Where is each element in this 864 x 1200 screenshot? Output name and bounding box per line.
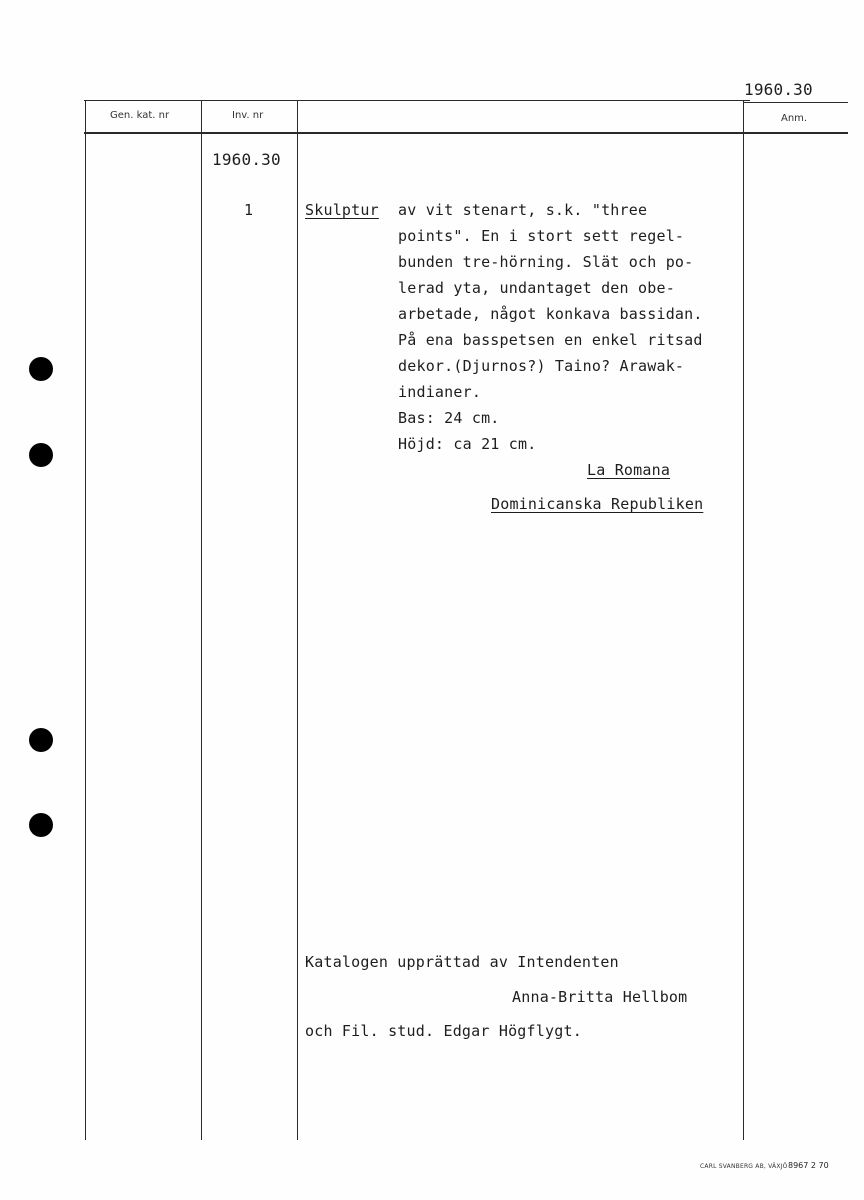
punch-hole xyxy=(29,357,53,381)
header-anm: Anm. xyxy=(781,113,808,124)
description-line: points". En i stort sett regel- xyxy=(398,227,685,245)
header-top-rule-anm xyxy=(744,102,848,103)
country: Dominicanska Republiken xyxy=(491,495,704,513)
punch-hole xyxy=(29,813,53,837)
item-title: Skulptur xyxy=(305,201,379,219)
punch-hole xyxy=(29,728,53,752)
header-bottom-rule xyxy=(84,132,848,134)
column-rule-desc xyxy=(297,100,298,1140)
column-rule-left xyxy=(85,100,86,1140)
measurement-base: Bas: 24 cm. xyxy=(398,409,500,427)
measurement-height: Höjd: ca 21 cm. xyxy=(398,435,537,453)
column-rule-inv xyxy=(201,100,202,1140)
page-number: 1960.30 xyxy=(744,80,813,99)
description-line: lerad yta, undantaget den obe- xyxy=(398,279,675,297)
header-inv-nr: Inv. nr xyxy=(232,110,264,121)
item-number: 1 xyxy=(244,201,254,219)
description-line: dekor.(Djurnos?) Taino? Arawak- xyxy=(398,357,685,375)
description-line: På ena basspetsen en enkel ritsad xyxy=(398,331,703,349)
catalog-note-line2: Anna-Britta Hellbom xyxy=(512,988,688,1006)
catalog-note-line1: Katalogen upprättad av Intendenten xyxy=(305,953,619,971)
header-top-rule xyxy=(84,100,750,101)
description-line: bunden tre-hörning. Slät och po- xyxy=(398,253,694,271)
catalog-note-line3: och Fil. stud. Edgar Högflygt. xyxy=(305,1022,582,1040)
form-code: 8967 2 70 xyxy=(788,1161,829,1170)
printer-imprint: CARL SVANBERG AB, VÄXJÖ xyxy=(700,1163,788,1170)
description-line: indianer. xyxy=(398,383,482,401)
column-rule-anm xyxy=(743,100,744,1140)
header-gen-kat-nr: Gen. kat. nr xyxy=(110,110,170,121)
inv-group-number: 1960.30 xyxy=(212,150,281,169)
punch-hole xyxy=(29,443,53,467)
description-line: av vit stenart, s.k. "three xyxy=(398,201,648,219)
place: La Romana xyxy=(587,461,671,479)
description-line: arbetade, något konkava bassidan. xyxy=(398,305,703,323)
